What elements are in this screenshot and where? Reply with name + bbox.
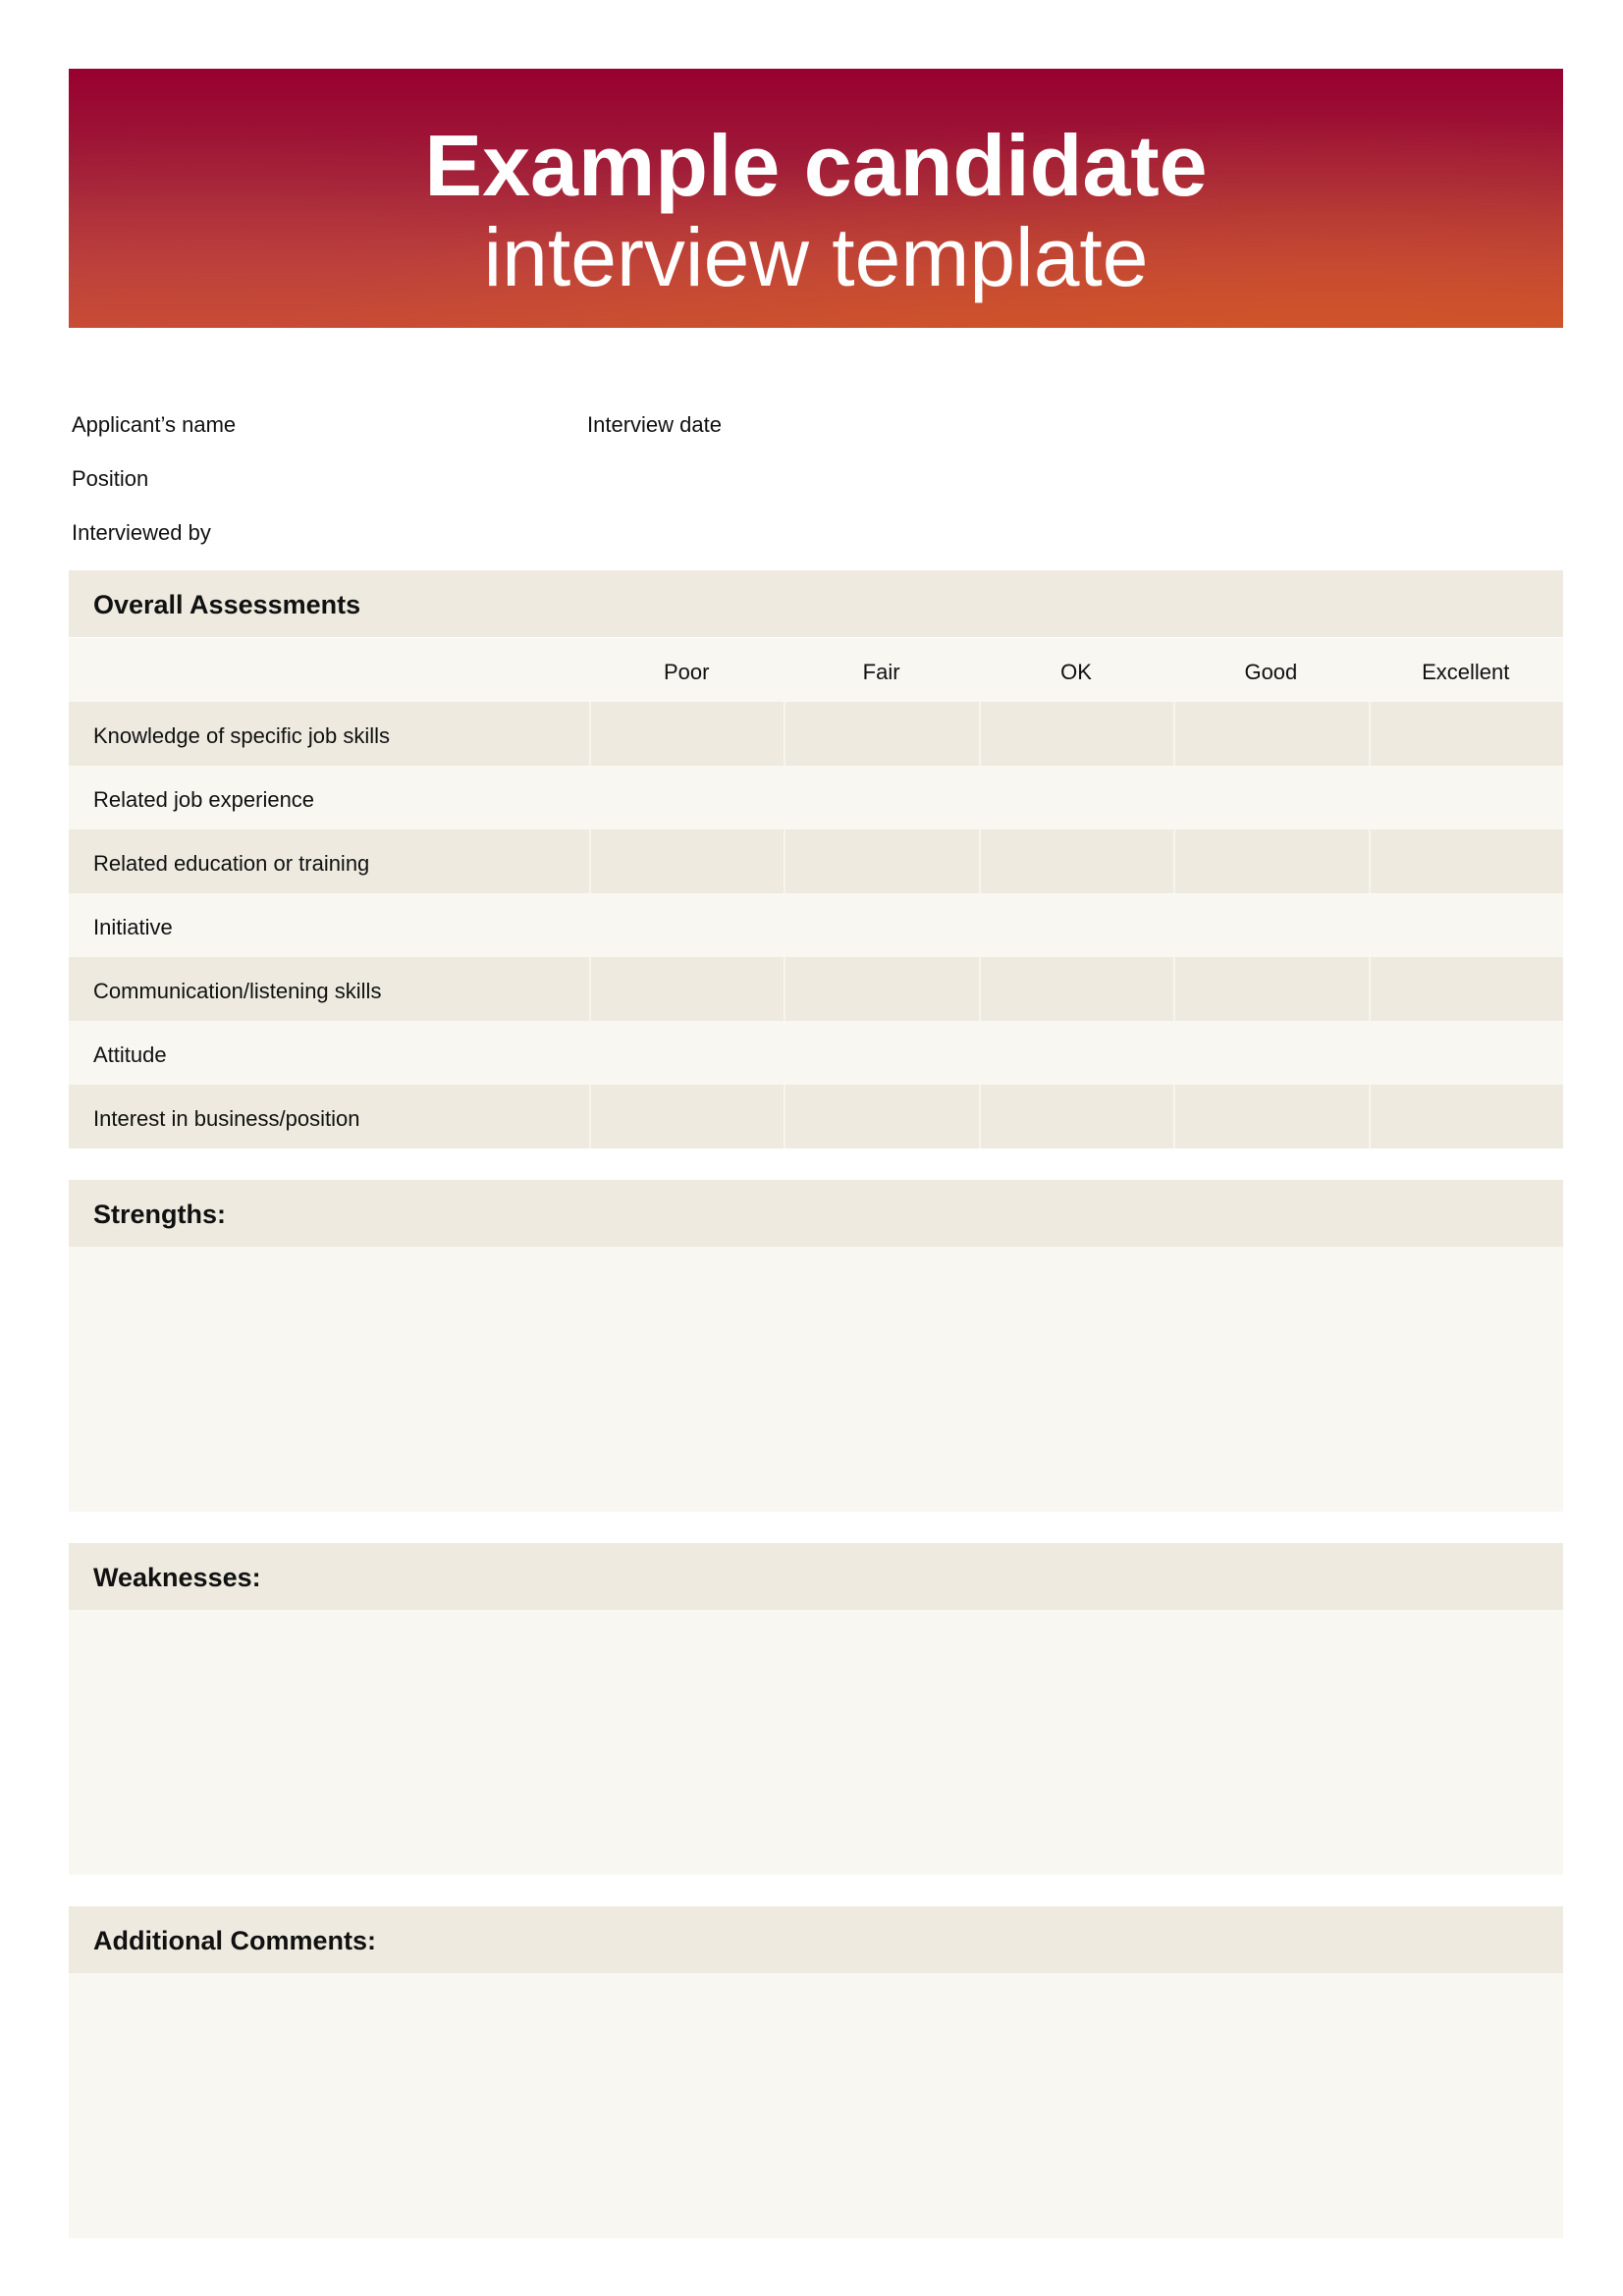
rating-checkbox-cell-good[interactable] <box>1173 1021 1368 1085</box>
rating-checkbox-cell-good[interactable] <box>1173 1085 1368 1148</box>
rating-header-excellent <box>1369 638 1563 702</box>
criteria-label-cell <box>69 1021 589 1085</box>
rating-header-good <box>1173 638 1368 702</box>
applicant-name-label: Applicant’s name <box>72 412 237 437</box>
criteria-label: Related job experience <box>93 787 315 812</box>
rating-checkbox-cell-excellent[interactable] <box>1369 829 1563 893</box>
criteria-label-cell <box>69 1085 589 1148</box>
weaknesses-field[interactable] <box>69 1610 1563 1875</box>
rating-checkbox-cell-ok[interactable] <box>979 893 1173 957</box>
rating-label: Excellent <box>1422 660 1510 684</box>
interview-date-label: Interview date <box>587 412 722 437</box>
rating-header-poor <box>589 638 784 702</box>
interviewed-by-label: Interviewed by <box>72 520 211 545</box>
position-label: Position <box>72 466 149 491</box>
rating-checkbox-cell-ok[interactable] <box>979 1085 1173 1148</box>
rating-checkbox-cell-fair[interactable] <box>784 766 978 829</box>
rating-label: Fair <box>862 660 900 684</box>
rating-checkbox-cell-fair[interactable] <box>784 702 978 766</box>
rating-checkbox-cell-poor[interactable] <box>589 829 784 893</box>
strengths-header <box>69 1180 1563 1247</box>
criteria-label: Interest in business/position <box>93 1106 360 1131</box>
criteria-label: Knowledge of specific job skills <box>93 723 391 748</box>
rating-label: Good <box>1244 660 1298 684</box>
criteria-label-cell <box>69 766 589 829</box>
rating-checkbox-cell-fair[interactable] <box>784 957 978 1021</box>
rating-checkbox-cell-fair[interactable] <box>784 1021 978 1085</box>
rating-checkbox-cell-ok[interactable] <box>979 829 1173 893</box>
rating-checkbox-cell-good[interactable] <box>1173 957 1368 1021</box>
strengths-heading: Strengths: <box>93 1200 226 1229</box>
criteria-label-cell <box>69 829 589 893</box>
criteria-label-cell <box>69 893 589 957</box>
rating-checkbox-cell-good[interactable] <box>1173 829 1368 893</box>
rating-checkbox-cell-excellent[interactable] <box>1369 702 1563 766</box>
rating-checkbox-cell-fair[interactable] <box>784 829 978 893</box>
rating-checkbox-cell-poor[interactable] <box>589 766 784 829</box>
rating-checkbox-cell-good[interactable] <box>1173 702 1368 766</box>
rating-checkbox-cell-excellent[interactable] <box>1369 957 1563 1021</box>
assessments-heading: Overall Assessments <box>93 590 361 619</box>
criteria-row <box>69 766 1563 829</box>
rating-checkbox-cell-excellent[interactable] <box>1369 1021 1563 1085</box>
criteria-label: Related education or training <box>93 851 370 876</box>
rating-checkbox-cell-ok[interactable] <box>979 702 1173 766</box>
rating-checkbox-cell-poor[interactable] <box>589 702 784 766</box>
comments-heading: Additional Comments: <box>93 1926 376 1955</box>
rating-header-ok <box>979 638 1173 702</box>
rating-checkbox-cell-good[interactable] <box>1173 766 1368 829</box>
criteria-row <box>69 893 1563 957</box>
criteria-label: Initiative <box>93 915 173 939</box>
criteria-label-cell <box>69 957 589 1021</box>
criteria-label: Attitude <box>93 1042 167 1067</box>
rating-header-row <box>69 638 1563 702</box>
strengths-field[interactable] <box>69 1247 1563 1512</box>
rating-checkbox-cell-poor[interactable] <box>589 957 784 1021</box>
title-banner <box>69 69 1563 328</box>
criteria-row <box>69 702 1563 766</box>
rating-checkbox-cell-fair[interactable] <box>784 1085 978 1148</box>
rating-checkbox-cell-ok[interactable] <box>979 957 1173 1021</box>
rating-checkbox-cell-fair[interactable] <box>784 893 978 957</box>
rating-label: OK <box>1060 660 1092 684</box>
criteria-row <box>69 1021 1563 1085</box>
title-line-2: interview template <box>483 211 1149 303</box>
rating-checkbox-cell-ok[interactable] <box>979 766 1173 829</box>
rating-checkbox-cell-poor[interactable] <box>589 893 784 957</box>
criteria-label: Communication/listening skills <box>93 979 382 1003</box>
rating-label: Poor <box>663 660 710 684</box>
criteria-label-cell <box>69 702 589 766</box>
criteria-row <box>69 1085 1563 1148</box>
criteria-row <box>69 829 1563 893</box>
rating-checkbox-cell-excellent[interactable] <box>1369 766 1563 829</box>
assessments-header <box>69 570 1563 637</box>
comments-header <box>69 1906 1563 1973</box>
weaknesses-heading: Weaknesses: <box>93 1563 261 1592</box>
header-blank-cell <box>69 638 589 702</box>
criteria-row <box>69 957 1563 1021</box>
rating-checkbox-cell-poor[interactable] <box>589 1021 784 1085</box>
assessment-grid <box>69 638 1563 1148</box>
rating-checkbox-cell-excellent[interactable] <box>1369 893 1563 957</box>
rating-checkbox-cell-good[interactable] <box>1173 893 1368 957</box>
title-line-1: Example candidate <box>424 117 1208 214</box>
weaknesses-header <box>69 1543 1563 1610</box>
rating-header-fair <box>784 638 978 702</box>
rating-checkbox-cell-ok[interactable] <box>979 1021 1173 1085</box>
rating-checkbox-cell-excellent[interactable] <box>1369 1085 1563 1148</box>
comments-field[interactable] <box>69 1973 1563 2238</box>
rating-checkbox-cell-poor[interactable] <box>589 1085 784 1148</box>
